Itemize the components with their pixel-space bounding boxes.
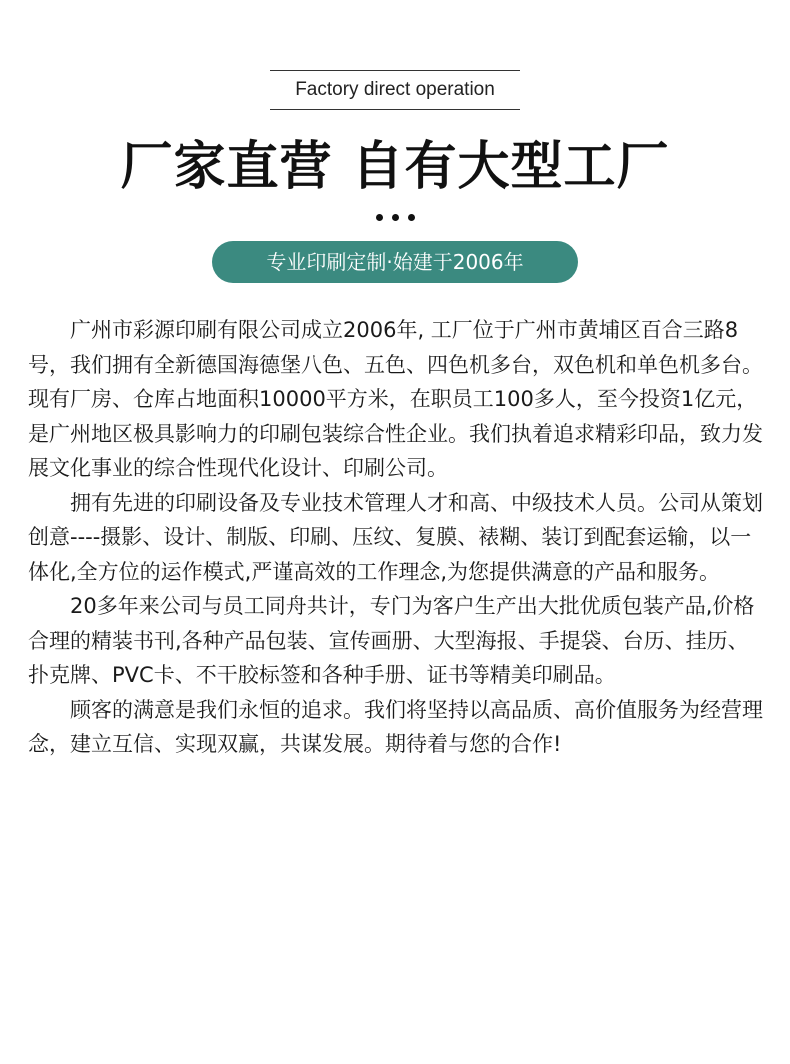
- dots-divider: [0, 214, 790, 221]
- subtitle-container: [0, 70, 790, 110]
- paragraph-intro: 广州市彩源印刷有限公司成立2006年, 工厂位于广州市黄埔区百合三路8号，我们拥有全新德国海德堡八色、五色、四色机多台，双色机和单色机多台。现有厂房、仓库占地面积10000平方米，在职员工100多人，至今投资1亿元，是广州地区极具影响力的印刷包装综合性企业。我们执着追求精彩印品，致力发展文化事业的综合性现代化设计、印刷公司。: [28, 318, 763, 480]
- dot-icon: [408, 214, 415, 221]
- tagline-badge: 专业印刷定制·始建于2006年: [212, 241, 578, 283]
- page-title: 厂家直营 自有大型工厂: [120, 137, 670, 197]
- dot-icon: [376, 214, 383, 221]
- company-description: [28, 313, 768, 762]
- paragraph-equipment: 拥有先进的印刷设备及专业技术管理人才和高、中级技术人员。公司从策划创意----摄影、设计、制版、印刷、压纹、复膜、裱糊、装订到配套运输，以一体化,全方位的运作模式,严谨高效的工作理念,为您提供满意的产品和服务。: [28, 490, 763, 584]
- subtitle: Factory direct operation: [270, 70, 520, 110]
- dot-icon: [392, 214, 399, 221]
- paragraph-commitment: 顾客的满意是我们永恒的追求。我们将坚持以高品质、高价值服务为经营理念，建立互信、实现双赢，共谋发展。期待着与您的合作!: [28, 697, 763, 756]
- badge-container: [0, 241, 790, 283]
- paragraph-products: 20多年来公司与员工同舟共计，专门为客户生产出大批优质包装产品,价格合理的精装书刊,各种产品包装、宣传画册、大型海报、手提袋、台历、挂历、扑克牌、PVC卡、不干胶标签和各种手册、证书等精美印刷品。: [28, 594, 755, 687]
